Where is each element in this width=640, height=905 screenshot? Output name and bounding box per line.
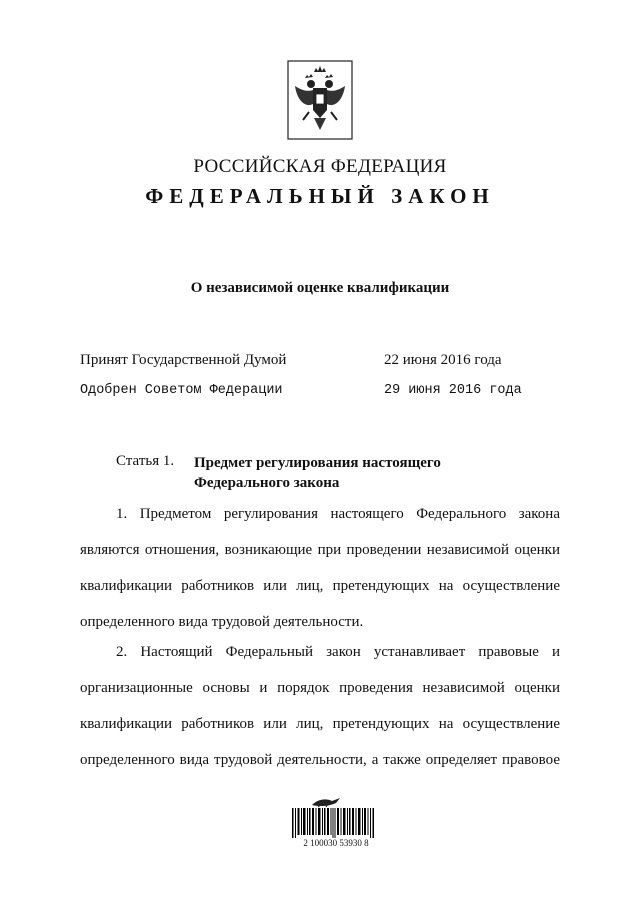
barcode-bars <box>292 808 376 838</box>
adoption-label-duma: Принят Государственной Думой <box>80 352 287 368</box>
adoption-label-council: Одобрен Советом Федерации <box>80 383 283 398</box>
law-type-heading: ФЕДЕРАЛЬНЫЙ ЗАКОН <box>145 184 495 208</box>
law-title: О независимой оценке квалификации <box>190 280 450 296</box>
barcode <box>292 796 376 852</box>
paragraph-1: 1. Предметом регулирования настоящего Федерального закона являются отношения, возникающие при проведении независимой оценки квалификации работников или лиц, претендующих на осуществление определенного вида трудовой деятельности. <box>80 506 560 630</box>
adoption-date-duma: 22 июня 2016 года <box>384 352 502 368</box>
paragraph-2: 2. Настоящий Федеральный закон устанавливает правовые и организационные основы и порядок проведения независимой оценки квалификации работников или лиц, претендующих на осуществление определенного вида трудовой деятельности, а также определяет правовое <box>80 644 560 768</box>
article-title: Предмет регулирования настоящего Федерального закона <box>194 455 441 491</box>
article-number: Статья 1. <box>116 453 175 469</box>
coat-of-arms-icon <box>287 60 353 140</box>
country-name: РОССИЙСКАЯ ФЕДЕРАЦИЯ <box>193 156 447 177</box>
barcode-number: 2 100030 53930 8 <box>303 838 369 848</box>
adoption-date-council: 29 июня 2016 года <box>384 383 522 398</box>
bird-mark-icon <box>306 796 346 808</box>
